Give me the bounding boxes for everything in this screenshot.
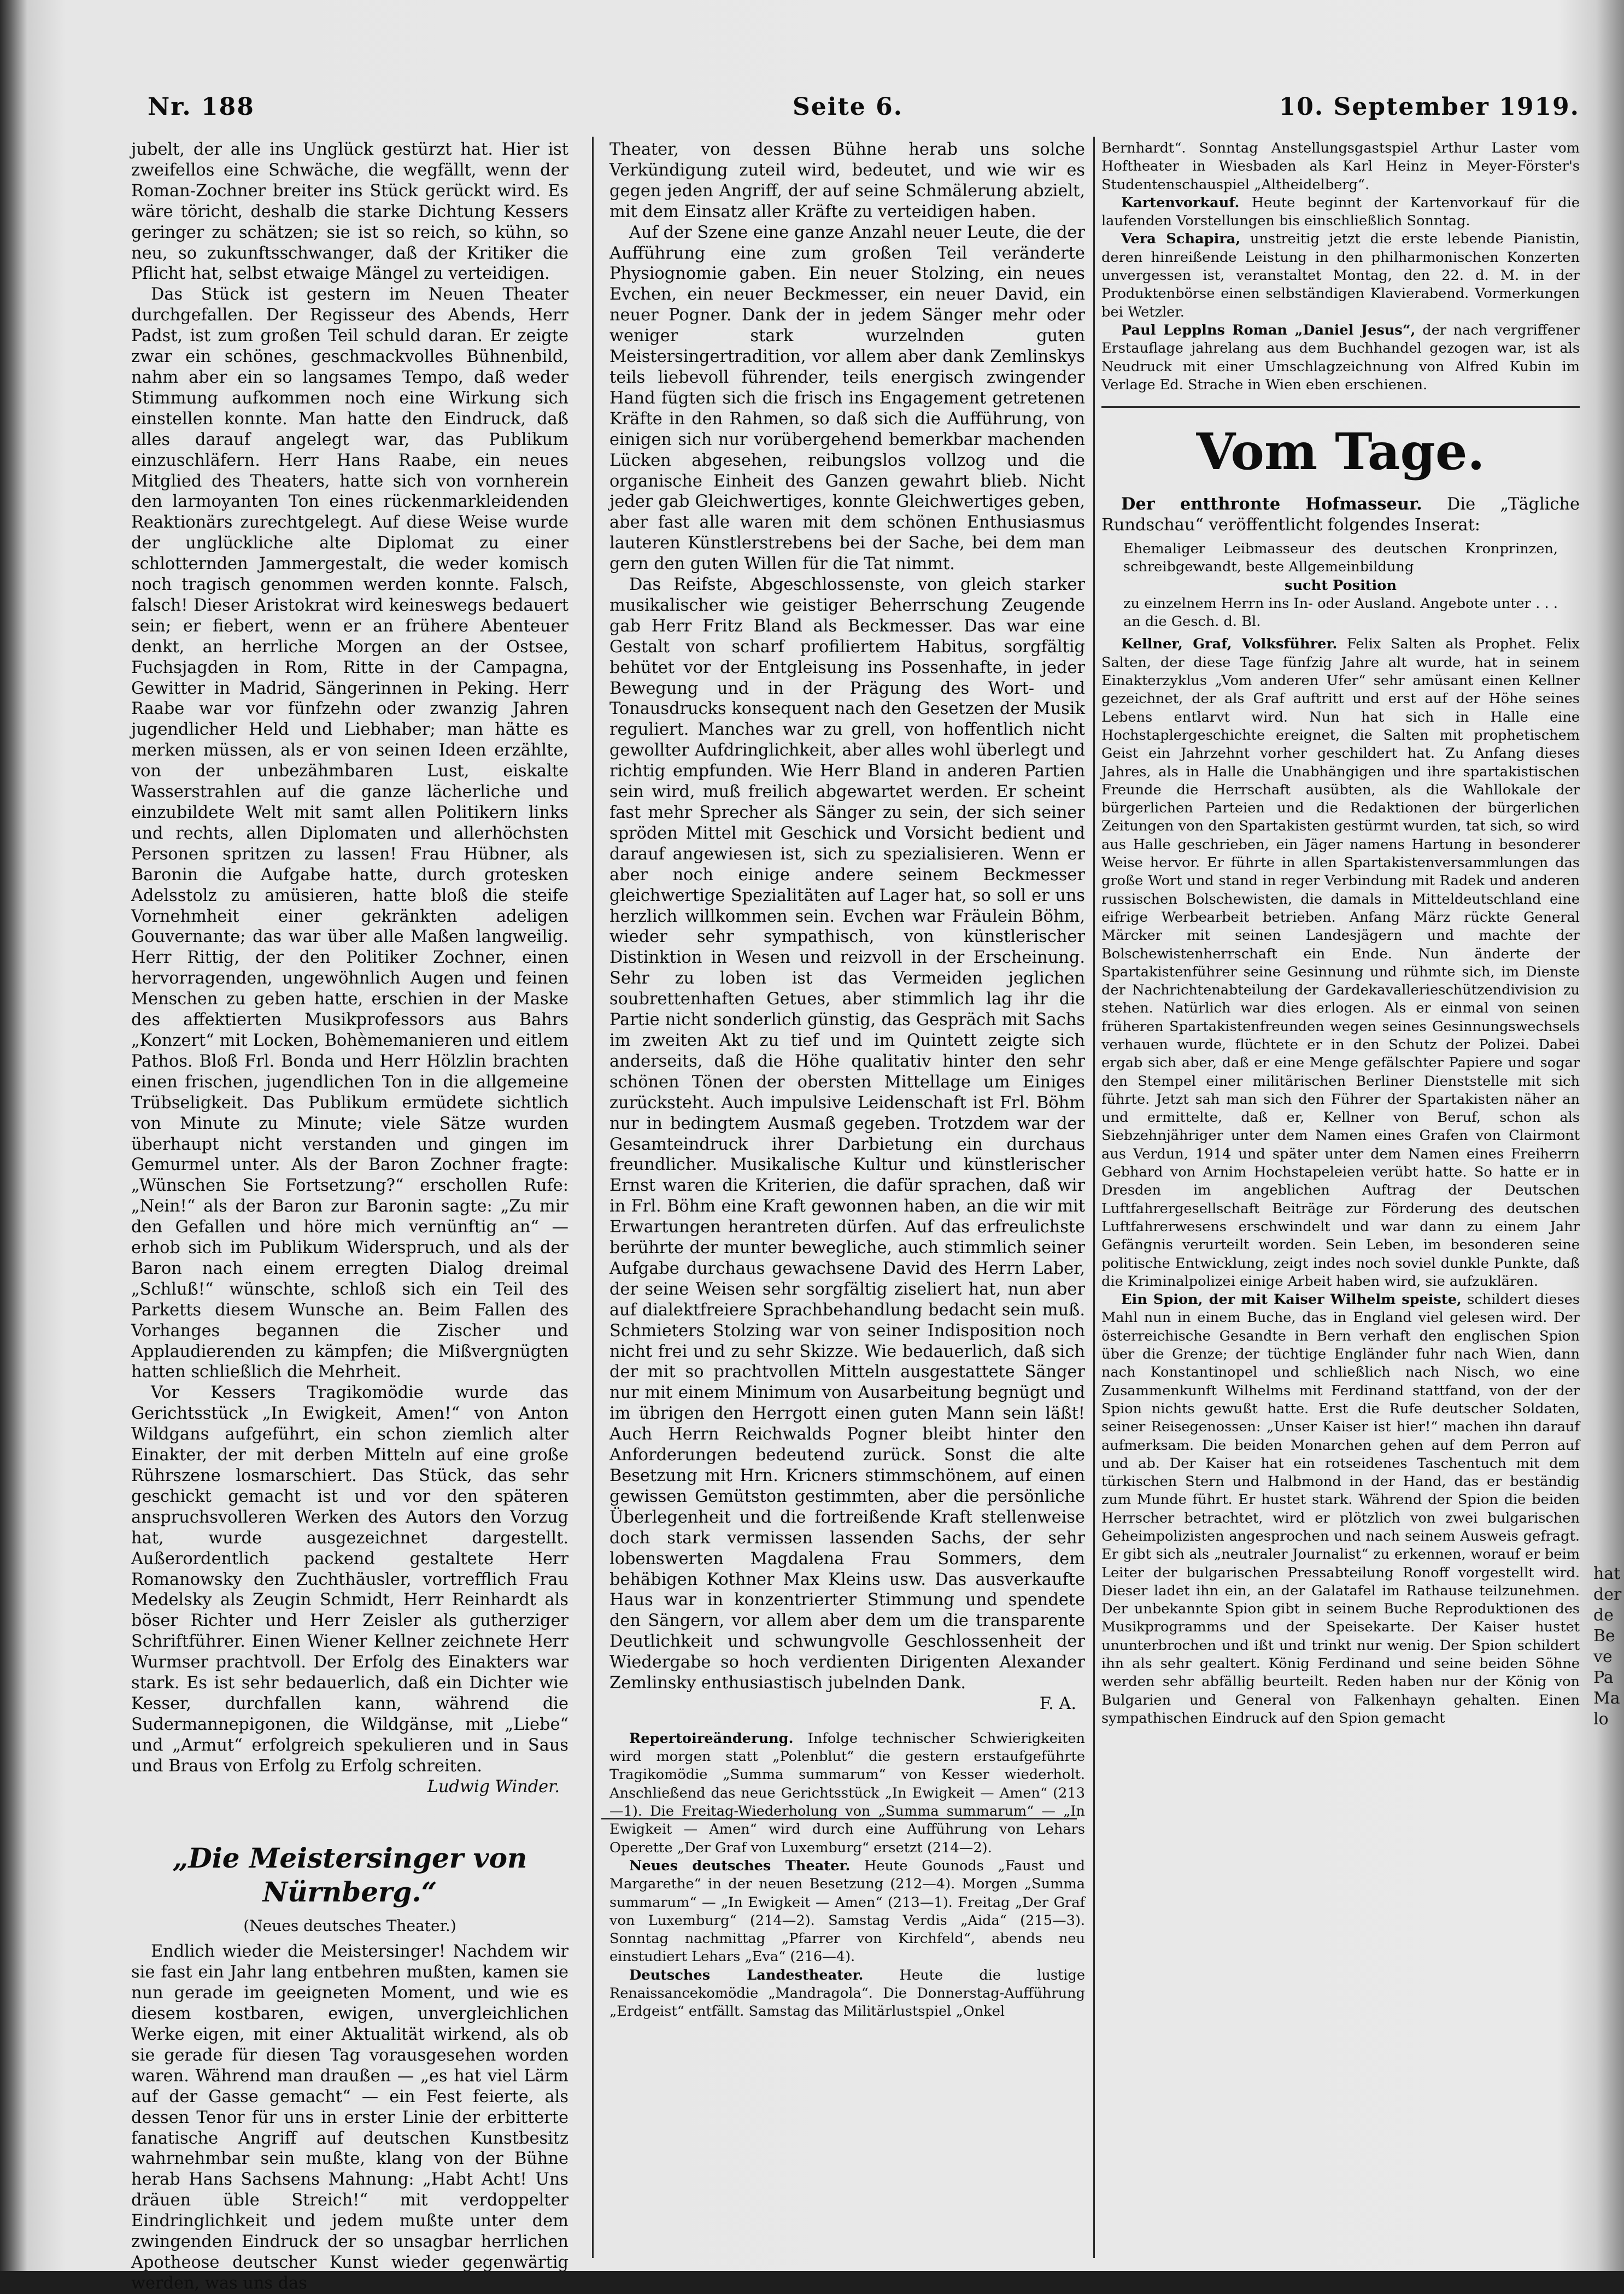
notice-text: Heute beginnt der Kartenvorkauf für die laufenden Vorstellungen bis einschließlich Sonntag. — [1101, 194, 1580, 230]
article-lead: Der entthronte Hofmasseur. — [1121, 494, 1422, 514]
notice-lead: Deutsches Landestheater. — [629, 1967, 864, 1983]
ad-line: zu einzelnem Herrn ins In- oder Ausland. Angebote unter . . . an die Gesch. d. Bl. — [1123, 595, 1558, 630]
issue-number: Nr. 188 — [148, 93, 255, 121]
fragment-word: Ma — [1593, 1689, 1620, 1708]
notice-item — [609, 1857, 1085, 1967]
notice-lead: Paul Lepplns Roman „Daniel Jesus“, — [1121, 321, 1416, 338]
article-paragraph: jubelt, der alle ins Unglück gestürzt hat. Hier ist zweifellos eine Schwäche, die wegfällt, wenn der Roman-Zochner breiter ins Stück gerückt wird. Es wäre töricht, deshalb die starke Dichtung Kessers geringer zu schätzen; sie ist so reich, so kühn, so neu, so zukunftsschwanger, daß der Kritiker die Pflicht hat, selbst etwaige Mängel zu verteidigen. — [131, 140, 568, 284]
notice-item — [609, 1967, 1085, 2021]
notice-text: unstreitig jetzt die erste lebende Pianistin, deren hinreißende Leistung in den philharmonischen Konzerten unvergessen ist, veranstaltet Montag, den 22. d. M. in der Produktenbörse einen selbständigen Klavierabend. Vormerkungen bei Wetzler. — [1101, 231, 1580, 320]
section-rule — [1101, 406, 1580, 408]
notice-text: der nach vergriffener Erstauflage jahrelang aus dem Buchhandel gezogen war, ist als Neudruck mit einer Umschlagzeichnung von Alfred Kubin im Verlage Ed. Strache in Wien eben erschienen. — [1101, 321, 1580, 393]
article-paragraph: Das Stück ist gestern im Neuen Theater durchgefallen. Der Regisseur des Abends, Herr Padst, ist zum großen Teil schuld daran. Er zeigte zwar ein schönes, geschmackvolles Bühnenbild, nahm aber ein so langsames Tempo, daß weder Stimmung aufkommen noch eine Wirkung sich einstellen konnte. Man hatte den Eindruck, daß alles darauf angelegt war, das Publikum einzuschläfern. Herr Hans Raabe, ein neues Mitglied des Theaters, hatte sich von vornherein den larmoyanten Ton eines rückenmarkleidenden Reaktionärs zurechtgelegt. Auf diese Weise wurde der unglückliche alte Diplomat zu einer schlotternden Jammergestalt, die weder komisch noch tragisch genommen werden konnte. Falsch, falsch! Dieser Aristokrat wird keineswegs bedauert sein; er fiebert, wenn er an frühere Abenteuer denkt, an herrliche Morgen an der Ostsee, Fuchsjagden in Rom, Ritte in der Campagna, Gewitter in Madrid, Sängerinnen in Peking. Herr Raabe war vor fünfzehn oder zwanzig Jahren jugendlicher Held und Liebhaber; man hätte es merken müssen, als er von seinen Ideen erzählte, von der unbezähmbaren Lust, eiskalte Wasserstrahlen auf die ganze lächerliche und einzubildete Welt mit samt allen Politikern links und rechts, allen Diplomaten und allerhöchsten Personen spritzen zu lassen! Frau Hübner, als Baronin die Aufgabe hatte, durch grotesken Adelsstolz zu amüsieren, hatte bloß die steife Vornehmheit einer gekränkten adeligen Gouvernante; das war über alle Maßen langweilig. Herr Rittig, der den Politiker Zochner, einen hervorragenden, ungewöhnlich Augen und feinen Menschen zu geben hatte, erschien in der Maske des affektierten Musikprofessors aus Bahrs „Konzert“ mit Locken, Bohèmemanieren und eitlem Pathos. Bloß Frl. Bonda und Herr Hölzlin brachten einen frischen, jugendlichen Ton in die allgemeine Trübseligkeit. Das Publikum ermüdete sichtlich von Minute zu Minute; viele Sätze wurden überhaupt nicht verstanden und gingen im Gemurmel unter. Als der Baron Zochner fragte: „Wünschen Sie Fortsetzung?“ erschollen Rufe: „Nein!“ als der Baron zur Baronin sagte: „Zu mir den Gefallen und höre mich vernünftig an“ — erhob sich im Publikum Widerspruch, und als der Baron nach einem erregten Dialog dreimal „Schluß!“ wünschte, schloß sich ein Teil des Parketts diesem Wunsche an. Beim Fallen des Vorhanges begannen die Zischer und Applaudierenden zu kämpfen; die Mißvergnügten hatten schließlich die Mehrheit. — [131, 285, 568, 1382]
column-3 — [1101, 139, 1580, 1728]
ad-line: Ehemaliger Leibmasseur des deutschen Kronprinzen, schreibgewandt, beste Allgemeinbildung — [1123, 540, 1558, 576]
notice-item — [609, 1730, 1085, 1857]
article-headline: „Die Meistersinger von Nürnberg.“ — [172, 1841, 527, 1908]
article-paragraph — [1101, 494, 1580, 536]
page-header — [148, 93, 1580, 131]
theater-notices — [609, 1730, 1085, 2021]
notice-item — [1101, 194, 1580, 231]
byline: F. A. — [1039, 1694, 1076, 1713]
notice-item — [1101, 230, 1580, 321]
news-lead: Ein Spion, der mit Kaiser Wilhelm speiste, — [1121, 1291, 1462, 1308]
notice-lead: Repertoireänderung. — [629, 1730, 794, 1747]
notice-lead: Neues deutsches Theater. — [629, 1857, 851, 1874]
notice-item — [1101, 139, 1580, 194]
notice-text: Bernhardt“. Sonntag Anstellungsgastspiel Arthur Laster vom Hoftheater in Wiesbaden als Karl Heinz in Meyer-Förster's Studentenschauspiel „Altheidelberg“. — [1101, 140, 1580, 193]
notice-text: Heute Gounods „Faust und Margarethe“ in der neuen Besetzung (212—4). Morgen „Summa summarum“ — „In Ewigkeit — Amen“ (213—1). Freitag „Der Graf von Luxemburg“ (214—2). Samstag Verdis „Aida“ (215—3). Sonntag nachmittag „Pfarrer von Kirchfeld“, abends neu einstudiert Lehars „Eva“ (216—4). — [609, 1857, 1086, 1965]
column-1 — [131, 139, 568, 2294]
notice-item — [1101, 321, 1580, 394]
fragment-word: Be — [1593, 1626, 1615, 1646]
fragment-word: lo — [1593, 1710, 1609, 1729]
section-heading: Vom Tage. — [1196, 422, 1485, 482]
news-item — [1101, 1291, 1580, 1728]
fragment-word: der — [1593, 1585, 1622, 1604]
notice-text: Heute die lustige Renaissancekomödie „Mandragola“. Die Donnerstag-Aufführung „Erdgeist“ entfällt. Samstag das Militärlustspiel „Onkel — [609, 1967, 1085, 2020]
news-text: Felix Salten als Prophet. Felix Salten, der diese Tage fünfzig Jahre alt wurde, hat in seinem Einakterzyklus „Vom anderen Ufer“ sehr amüsant einen Kellner gezeichnet, der als Graf auftritt und erst auf der Höhe seines Lebens entlarvt wird. Nun hat sich in Halle eine Hochstaplergeschichte ereignet, die Salten mit prophetischem Geist ein Jahrzehnt vorher geschildert hat. Zu Anfang dieses Jahres, als in Halle die Unabhängigen und ihre spartakistischen Freunde die Herrschaft ausübten, als die Wahllokale der bürgerlichen Parteien und die Redaktionen der bürgerlichen Zeitungen von den Spartakisten gestürmt wurden, tat sich, so wird aus Halle geschrieben, ein Jäger namens Hartung in besonderer Weise hervor. Er führte in allen Spartakistenversammlungen das große Wort und stand in reger Verbindung mit Radek und anderen russischen Bolschewisten, die damals in Mitteldeutschland eine eifrige Werbearbeit betrieben. Anfang März rückte General Märcker mit seinen Landesjägern und machte der Bolschewistenherrschaft ein Ende. Nun änderte der Spartakistenführer seine Gesinnung und rühmte sich, im Dienste der Nachrichtenabteilung der Gardekavallerieschützendivision zu stehen. Natürlich war dies erlogen. Als er einmal von seinen früheren Spartakistenfreunden wegen seines Gesinnungswechsels verhauen wurde, flüchtete er in den Schutz der Polizei. Dabei ergab sich aber, daß er eine Menge gefälschter Papiere und sogar den Stempel einer militärischen Berliner Dienststelle mit sich führte. Jetzt sah man sich den Führer der Spartakisten näher an und ermittelte, daß er, Kellner von Beruf, schon als Siebzehnjähriger unter dem Namen eines Grafen von Clairmont aus Verdun, 1914 und später unter dem Namen eines Freiherrn Gebhard von Arnim Hochstapeleien verübt hatte. So hatte er in Dresden im angeblichen Auftrag der Deutschen Luftfahrergesellschaft Beiträge zur Förderung des deutschen Luftfahrerwesens erschwindelt und war dann zu einem Jahr Gefängnis verurteilt worden. Sein Leben, im besonderen seine politische Entwicklung, zeigt indes noch soviel dunkle Punkte, daß die Kriminalpolizei einige Arbeit haben wird, sie aufzuklären. — [1101, 636, 1580, 1290]
article-paragraph: Vor Kessers Tragikomödie wurde das Gerichtsstück „In Ewigkeit, Amen!“ von Anton Wildgans aufgeführt, ein schon ziemlich alter Einakter, der mit derben Mitteln auf eine große Rührszene losmarschiert. Das Stück, das sehr geschickt gemacht ist und vor den späteren anspruchsvolleren Werken des Autors den Vorzug hat, wurde ausgezeichnet dargestellt. Außerordentlich packend gestaltete Herr Romanowsky den Zuchthäusler, vortrefflich Frau Medelsky als Zeugin Schmidt, Herr Reinhardt als böser Richter und Herr Zeisler als gutherziger Schriftführer. Einen Wiener Kellner zeichnete Herr Wurmser prachtvoll. Der Erfolg des Einakters war stark. Es ist sehr bedauerlich, daß ein Dichter wie Kesser, durchfallen kann, während die Sudermannepigonen, die Wildgänse, mit „Liebe“ und „Armut“ erfolgreich spekulieren und in Saus und Braus von Erfolg zu Erfolg schreiten. — [131, 1383, 568, 1776]
adjacent-page-fragment — [1593, 1564, 1624, 1730]
column-2 — [609, 139, 1085, 2021]
page-number: Seite 6. — [793, 93, 904, 121]
news-item — [1101, 635, 1580, 1291]
article-subtitle: (Neues deutsches Theater.) — [243, 1916, 456, 1935]
issue-date: 10. September 1919. — [1279, 93, 1580, 121]
news-lead: Kellner, Graf, Volksführer. — [1121, 636, 1338, 653]
article-text: Die „Tägliche Rundschau“ veröffentlicht folgendes Inserat: — [1101, 495, 1580, 535]
fragment-word: hat — [1593, 1564, 1621, 1583]
fragment-word: de — [1593, 1606, 1614, 1625]
news-text: schildert dieses Mahl nun in einem Buche, das in England viel gelesen wird. Der österreichische Gesandte in Bern verhaft den englischen Spion über die Grenze; der tüchtige Engländer fuhr nach Wien, dann nach Konstantinopel und schließlich nach Nisch, wo eine Zusammenkunft Wilhelms mit Ferdinand stattfand, von der der Spion nichts gewußt hatte. Erst die Rufe deutscher Soldaten, seiner Reisegenossen: „Unser Kaiser ist hier!“ machen ihn darauf aufmerksam. Die beiden Monarchen gehen auf dem Perron auf und ab. Der Kaiser hat ein rotseidenes Taschentuch mit dem türkischen Stern und Halbmond in der Hand, das er beständig zum Munde führt. Er hustet stark. Während der Spion die beiden Herrscher betrachtet, wird er plötzlich von zwei bulgarischen Geheimpolizisten angesprochen und nach seinem Ausweis gefragt. Er gibt sich als „neutraler Journalist“ zu erkennen, worauf er beim Leiter der bulgarischen Pressabteilung Ronoff vorgestellt wird. Dieser ladet ihn ein, an der Galatafel im Rathause teilzunehmen. Der unbekannte Spion gibt in seinem Buche Reproduktionen des Musikprogramms und der Speisekarte. Der Kaiser hustet ununterbrochen und ißt und trinkt nur wenig. Der Spion schildert ihn als sehr gealtert. König Ferdinand und seine beiden Söhne werden sehr abfällig beurteilt. Reden haben nur der König von Bulgarien und General von Falkenhayn gehalten. Einen sympathischen Eindruck auf den Spion gemacht — [1101, 1291, 1580, 1727]
article-paragraph: Auf der Szene eine ganze Anzahl neuer Leute, die der Aufführung eine zum großen Teil veränderte Physiognomie gaben. Ein neuer Stolzing, ein neues Evchen, ein neuer Beckmesser, ein neuer David, ein neuer Pogner. Dank der in jedem Sänger mehr oder weniger stark wurzelnden guten Meistersingertradition, vor allem aber dank Zemlinskys teils liebevoll führender, teils energisch zwingender Hand fügten sich die frisch ins Engagement getretenen Kräfte in den Rahmen, so daß sich die Aufführung, von einigen sich nur vorübergehend bemerkbar machenden Lücken abgesehen, reibungslos vollzog und die organische Einheit des Ganzen gewahrt blieb. Nicht jeder gab Gleichwertiges, konnte Gleichwertiges geben, aber fast alle waren mit dem schönen Enthusiasmus lauteren Künstlerstrebens bei der Sache, bei dem man gern den guten Willen für die Tat nimmt. — [609, 223, 1085, 574]
quoted-advertisement — [1123, 540, 1558, 631]
ad-line: sucht Position — [1285, 577, 1397, 594]
notice-lead: Kartenvorkauf. — [1121, 194, 1240, 211]
column-divider — [592, 137, 594, 2258]
fragment-word: Pa — [1593, 1668, 1614, 1687]
byline: Ludwig Winder. — [427, 1777, 560, 1796]
article-paragraph: Das Reifste, Abgeschlossenste, von gleich starker musikalischer wie geistiger Beherrschung Zeugende gab Herr Fritz Bland als Beckmesser. Das war eine Gestalt von scharf profiliertem Habitus, sorgfältig behütet vor der Entgleisung ins Possenhafte, in jeder Bewegung und in der Prägung des Wort- und Tonausdrucks konsequent nach den Gesetzen der Musik reguliert. Manches war zu grell, von hoffentlich nicht gewollter Aufdringlichkeit, aber alles wohl überlegt und richtig empfunden. Wie Herr Bland in anderen Partien sein wird, muß freilich abgewartet werden. Er scheint fast mehr Sprecher als Sänger zu sein, der sich seiner spröden Mittel mit Geschick und Vorsicht bedient und darauf angewiesen ist, sich zu spezialisieren. Wenn er aber noch einige andere seinem Beckmesser gleichwertige Spezialitäten auf Lager hat, so soll er uns herzlich willkommen sein. Evchen war Fräulein Böhm, wieder sehr sympathisch, von künstlerischer Distinktion in Wesen und reizvoll in der Erscheinung. Sehr zu loben ist das Vermeiden jeglichen soubrettenhaften Getues, aber stimmlich lag ihr die Partie nicht sonderlich günstig, das Gespräch mit Sachs im zweiten Akt zu tief und im Quintett zeigte sich anderseits, daß die Höhe qualitativ hinter den sehr schönen Tönen der obersten Mittellage um Einiges zurücksteht. Auch impulsive Leidenschaft ist Frl. Böhm nur in bedingtem Ausmaß gegeben. Trotzdem war der Gesamteindruck ihrer Darbietung ein durchaus freundlicher. Musikalische Kultur und künstlerischer Ernst waren die Kriterien, die dafür sprachen, daß wir in Frl. Böhm eine Kraft gewonnen haben, an die wir mit Erwartungen herantreten dürfen. Auf das erfreulichste berührte der munter bewegliche, auch stimmlich seiner Aufgabe durchaus gewachsene David des Herrn Laber, der seine Weisen sehr sorgfältig ziseliert hat, nun aber auf dialektfreiere Sprachbehandlung bedacht sein muß. Schmieters Stolzing war von seiner Indisposition noch nicht frei und zu sehr Skizze. Wie bedauerlich, daß sich der mit so prachtvollen Mitteln ausgestattete Sänger nur mit einem Minimum von Ausarbeitung begnügt und im übrigen den Herrgott einen guten Mann sein läßt! Auch Herrn Reichwalds Pogner bleibt hinter den Anforderungen bedeutend zurück. Sonst die alte Besetzung mit Hrn. Kricners stimmschönem, auf einen gewissen Gemütston gestimmten, aber die persönliche Überlegenheit und die fortreißende Kraft stellenweise doch stark vermissen lassenden Sachs, der sehr lobenswerten Magdalena Frau Sommers, dem behäbigen Kothner Max Kleins usw. Das ausverkaufte Haus war in konzentrierter Stimmung und spendete den Sängern, vor allem aber dem um die transparente Deutlichkeit und schwungvolle Geschlossenheit der Wiedergabe so hoch verdienten Dirigenten Alexander Zemlinsky enthusiastisch jubelnden Dank. — [609, 575, 1085, 1693]
notice-text: Infolge technischer Schwierigkeiten wird morgen statt „Polenblut“ die gestern erstaufgeführte Tragikomödie „Summa summarum“ von Kesser wiederholt. Anschließend das neue Gerichtsstück „In Ewigkeit — Amen“ (213—1). Die Freitag-Wiederholung von „Summa summarum“ — „In Ewigkeit — Amen“ wird durch eine Aufführung von Lehars Operette „Der Graf von Luxemburg“ ersetzt (214—2). — [609, 1730, 1085, 1856]
news-items — [1101, 635, 1580, 1728]
notice-lead: Vera Schapira, — [1121, 231, 1241, 248]
article-paragraph: Endlich wieder die Meistersinger! Nachdem wir sie fast ein Jahr lang entbehren mußten, kamen sie nun gerade im geeigneten Moment, und wie es diesem kostbaren, ewigen, unvergleichlichen Werke eigen, mit einer Aktualität wirkend, als ob sie gerade für diesen Tag vorausgesehen worden waren. Während man draußen — „es hat viel Lärm auf der Gasse gemacht“ — ein Fest feierte, als dessen Tenor für uns in erster Linie der erbitterte fanatische Angriff auf deutschen Kunstbesitz wahrnehmbar sein mußte, klang von der Bühne herab Hans Sachsens Mahnung: „Habt Acht! Uns dräuen üble Streich!“ mit verdoppelter Eindringlichkeit und jedem mußte unter dem zwingenden Eindruck der so unsagbar herrlichen Apotheose deutscher Kunst wieder gegenwärtig werden, was uns das — [131, 1942, 568, 2293]
fragment-word: ve — [1593, 1647, 1613, 1666]
column-divider — [1093, 137, 1095, 2258]
culture-notices — [1101, 139, 1580, 394]
article-paragraph: Theater, von dessen Bühne herab uns solche Verkündigung zuteil wird, bedeutet, und wie wir es gegen jeden Angriff, der auf seine Schmälerung abzielt, mit dem Einsatz aller Kräfte zu verteidigen haben. — [609, 140, 1085, 221]
